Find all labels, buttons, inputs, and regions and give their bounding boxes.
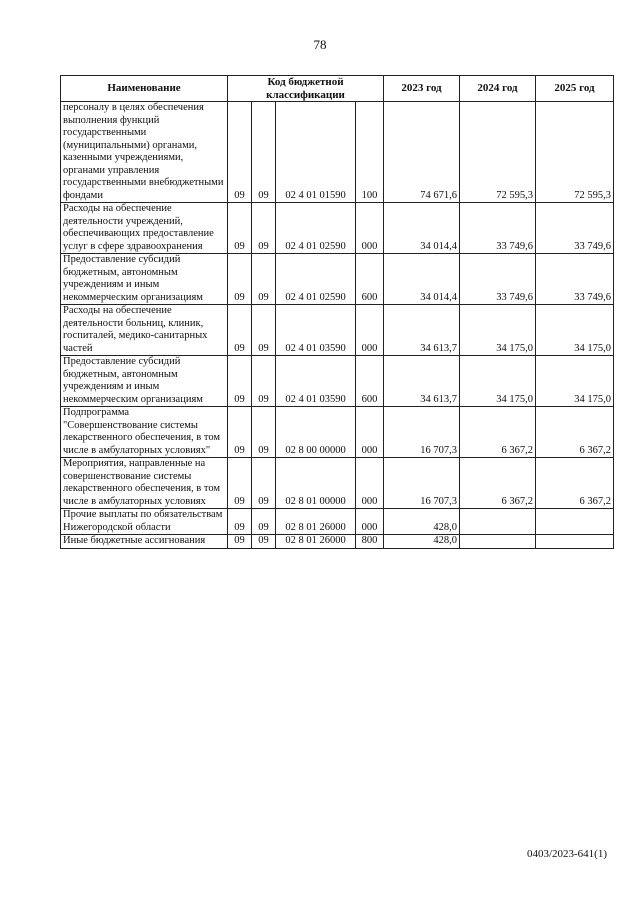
row-expense-type: 600	[356, 356, 384, 407]
row-2025	[536, 509, 614, 535]
row-name: персоналу в целях обеспечения выполнения функций государственными (муниципальными) органами, казенными учреждениями, органами управления государственными внебюджетными фондами	[61, 102, 228, 203]
row-target-article: 02 8 01 26000	[276, 535, 356, 549]
row-2023: 16 707,3	[384, 458, 460, 509]
row-target-article: 02 8 01 26000	[276, 509, 356, 535]
row-section: 09	[228, 407, 252, 458]
row-2024: 33 749,6	[460, 254, 536, 305]
row-subsection: 09	[252, 305, 276, 356]
row-2025	[536, 535, 614, 549]
row-target-article: 02 8 01 00000	[276, 458, 356, 509]
header-2025: 2025 год	[536, 76, 614, 102]
header-2024: 2024 год	[460, 76, 536, 102]
row-2023: 16 707,3	[384, 407, 460, 458]
row-name: Мероприятия, направленные на совершенствование системы лекарственного обеспечения, в том числе в амбулаторных условиях	[61, 458, 228, 509]
row-subsection: 09	[252, 535, 276, 549]
budget-table	[60, 75, 614, 549]
row-2025: 34 175,0	[536, 356, 614, 407]
row-2024: 34 175,0	[460, 305, 536, 356]
table-row	[61, 305, 614, 356]
row-target-article: 02 8 00 00000	[276, 407, 356, 458]
row-subsection: 09	[252, 203, 276, 254]
row-2024: 72 595,3	[460, 102, 536, 203]
table-row	[61, 509, 614, 535]
row-subsection: 09	[252, 356, 276, 407]
row-expense-type: 000	[356, 458, 384, 509]
table-row	[61, 356, 614, 407]
table-row	[61, 458, 614, 509]
row-section: 09	[228, 356, 252, 407]
row-target-article: 02 4 01 02590	[276, 254, 356, 305]
row-2025: 33 749,6	[536, 254, 614, 305]
row-expense-type: 000	[356, 203, 384, 254]
row-target-article: 02 4 01 02590	[276, 203, 356, 254]
row-2023: 34 014,4	[384, 254, 460, 305]
row-2025: 6 367,2	[536, 407, 614, 458]
row-2024	[460, 535, 536, 549]
row-name: Предоставление субсидий бюджетным, автономным учреждениям и иным некоммерческим организациям	[61, 356, 228, 407]
row-2023: 34 613,7	[384, 356, 460, 407]
row-name: Предоставление субсидий бюджетным, автономным учреждениям и иным некоммерческим организациям	[61, 254, 228, 305]
row-subsection: 09	[252, 509, 276, 535]
row-2024: 6 367,2	[460, 458, 536, 509]
header-code: Код бюджетной классификации	[228, 76, 384, 102]
row-name: Прочие выплаты по обязательствам Нижегородской области	[61, 509, 228, 535]
row-target-article: 02 4 01 01590	[276, 102, 356, 203]
header-2023: 2023 год	[384, 76, 460, 102]
row-name: Расходы на обеспечение деятельности учреждений, обеспечивающих предоставление услуг в сфере здравоохранения	[61, 203, 228, 254]
row-2024	[460, 509, 536, 535]
row-subsection: 09	[252, 102, 276, 203]
row-target-article: 02 4 01 03590	[276, 305, 356, 356]
row-expense-type: 800	[356, 535, 384, 549]
row-subsection: 09	[252, 254, 276, 305]
row-section: 09	[228, 203, 252, 254]
row-section: 09	[228, 305, 252, 356]
row-name: Подпрограмма "Совершенствование системы лекарственного обеспечения, в том числе в амбулаторных условиях"	[61, 407, 228, 458]
row-2023: 34 014,4	[384, 203, 460, 254]
row-2025: 34 175,0	[536, 305, 614, 356]
row-expense-type: 000	[356, 305, 384, 356]
row-target-article: 02 4 01 03590	[276, 356, 356, 407]
table-row	[61, 203, 614, 254]
table-row	[61, 254, 614, 305]
row-2024: 6 367,2	[460, 407, 536, 458]
table-row	[61, 407, 614, 458]
row-section: 09	[228, 509, 252, 535]
table-row	[61, 535, 614, 549]
row-expense-type: 000	[356, 407, 384, 458]
document-code: 0403/2023-641(1)	[526, 848, 607, 860]
row-expense-type: 000	[356, 509, 384, 535]
row-name: Расходы на обеспечение деятельности больниц, клиник, госпиталей, медико-санитарных частей	[61, 305, 228, 356]
row-subsection: 09	[252, 458, 276, 509]
row-2024: 34 175,0	[460, 356, 536, 407]
header-name: Наименование	[61, 76, 228, 102]
row-subsection: 09	[252, 407, 276, 458]
row-2023: 428,0	[384, 535, 460, 549]
row-section: 09	[228, 458, 252, 509]
page-number: 78	[313, 37, 327, 52]
row-expense-type: 600	[356, 254, 384, 305]
row-name: Иные бюджетные ассигнования	[61, 535, 228, 549]
row-2025: 33 749,6	[536, 203, 614, 254]
row-expense-type: 100	[356, 102, 384, 203]
row-2025: 72 595,3	[536, 102, 614, 203]
row-section: 09	[228, 254, 252, 305]
table-row	[61, 102, 614, 203]
row-2023: 34 613,7	[384, 305, 460, 356]
row-2023: 74 671,6	[384, 102, 460, 203]
table-header-row	[61, 76, 614, 102]
row-2023: 428,0	[384, 509, 460, 535]
row-2024: 33 749,6	[460, 203, 536, 254]
row-2025: 6 367,2	[536, 458, 614, 509]
row-section: 09	[228, 102, 252, 203]
row-section: 09	[228, 535, 252, 549]
